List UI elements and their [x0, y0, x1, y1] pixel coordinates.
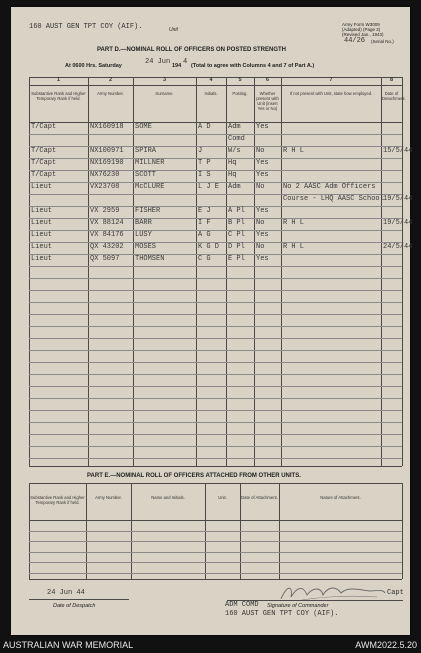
row-rule [29, 314, 402, 315]
archive-caption-bar [0, 637, 421, 653]
table-rule [29, 122, 402, 123]
part-e-title: PART E.—NOMINAL ROLL OF OFFICERS ATTACHED FROM OTHER UNITS. [87, 473, 301, 479]
table-cell-posting: E Pl [228, 255, 245, 263]
table-cell-surname: SOME [135, 123, 152, 131]
column-number: 2 [108, 77, 113, 83]
table-cell-number: NX169190 [90, 159, 124, 167]
column-rule [254, 77, 255, 466]
column-header: Nature of Attachment. [320, 495, 361, 500]
commander-line1: ADM COMD [225, 601, 259, 609]
table-cell-initials: C G [198, 255, 211, 263]
table-cell-whether: No [256, 183, 265, 191]
row-rule [29, 230, 402, 231]
column-header: Date of Attachment. [241, 495, 278, 500]
column-number: 6 [265, 77, 270, 83]
table-cell-number: NX160918 [90, 123, 124, 131]
table-rule [29, 85, 402, 86]
row-rule [29, 562, 402, 563]
table-cell-number: VX 84176 [90, 231, 124, 239]
row-rule [29, 386, 402, 387]
table-cell-initials: A D [198, 123, 211, 131]
table-cell-whether: Yes [256, 171, 269, 179]
table-cell-number: VX 2959 [90, 207, 120, 215]
table-cell-rank: Lieut [31, 183, 53, 191]
table-cell-employed: Course - LHQ AASC School [283, 195, 384, 203]
table-cell-surname: SCOTT [135, 171, 157, 179]
part-d-time: At 0600 Hrs. Saturday [65, 63, 122, 69]
form-adapted: (Adapted) (Page 2) [342, 27, 381, 32]
unit-label: Unit [169, 27, 178, 33]
table-cell-surname: McCLURE [135, 183, 165, 191]
table-cell-posting: Adm [228, 183, 241, 191]
table-cell-posting: Hq [228, 171, 237, 179]
row-rule [29, 134, 402, 135]
table-cell-initials: T P [198, 159, 211, 167]
table-cell-rank: T/Capt [31, 171, 57, 179]
table-cell-posting: A Pl [228, 207, 245, 215]
table-cell-posting: W/s [228, 147, 241, 155]
row-rule [29, 170, 402, 171]
table-cell-number: NX100971 [90, 147, 124, 155]
column-rule [226, 77, 227, 466]
archive-reference: AWM2022.5.20 [355, 640, 417, 650]
serial-number: 44/26 [344, 37, 366, 45]
column-rule [402, 483, 403, 579]
signature [277, 581, 387, 605]
column-number: 4 [209, 77, 213, 83]
table-cell-whether: No [256, 219, 265, 227]
table-cell-whether: Yes [256, 159, 269, 167]
column-number: 7 [329, 77, 333, 83]
table-cell-date: 19/5/44 [383, 195, 413, 203]
row-rule [29, 146, 402, 147]
part-d-date: 24 Jun [145, 58, 171, 66]
row-rule [29, 158, 402, 159]
table-cell-number: QX 5097 [90, 255, 120, 263]
table-rule [29, 483, 402, 484]
table-cell-number: VX 88124 [90, 219, 124, 227]
table-cell-posting: Comd [228, 135, 245, 143]
unit-name-typed: 160 AUST GEN TPT COY (AIF). [29, 23, 143, 31]
table-cell-initials: I S [198, 171, 211, 179]
row-rule [29, 218, 402, 219]
table-cell-surname: MILLNER [135, 159, 165, 167]
row-rule [29, 422, 402, 423]
table-cell-number: QX 43202 [90, 243, 124, 251]
table-cell-posting: Adm [228, 123, 241, 131]
table-cell-posting: Hq [228, 159, 237, 167]
year-prefix: 194 [172, 63, 182, 69]
column-number: 1 [56, 77, 61, 83]
table-cell-employed: R H L [283, 243, 305, 251]
form-number: Army Form W3009 [342, 22, 380, 27]
table-cell-surname: FISHER [135, 207, 161, 215]
column-rule [88, 77, 89, 466]
table-cell-rank: Lieut [31, 207, 53, 215]
row-rule [29, 266, 402, 267]
table-cell-initials: I F [198, 219, 211, 227]
table-rule [29, 579, 402, 580]
column-header: Army Number. [95, 495, 122, 500]
table-cell-initials: L J E [198, 183, 220, 191]
row-rule [29, 254, 402, 255]
table-cell-posting: C Pl [228, 231, 245, 239]
row-rule [29, 434, 402, 435]
row-rule [29, 326, 402, 327]
table-cell-initials: E J [198, 207, 211, 215]
column-header: Name and Initials. [151, 495, 185, 500]
table-cell-employed: No 2 AASC Adm Officers [283, 183, 376, 191]
table-cell-rank: Lieut [31, 231, 53, 239]
row-rule [29, 531, 402, 532]
table-cell-surname: THOMSEN [135, 255, 165, 263]
table-cell-rank: Lieut [31, 255, 53, 263]
column-header: Whether present with Unit (insert Yes or No) [256, 91, 279, 111]
column-number: 3 [162, 77, 167, 83]
archive-name: AUSTRALIAN WAR MEMORIAL [3, 640, 134, 650]
commander-line2: 160 AUST GEN TPT COY (AIF). [225, 610, 339, 618]
column-header: Initials. [204, 91, 218, 96]
column-header: Date of Detachment. [382, 91, 406, 101]
table-cell-employed: R H L [283, 147, 305, 155]
row-rule [29, 362, 402, 363]
row-rule [29, 338, 402, 339]
table-cell-surname: BARR [135, 219, 152, 227]
table-cell-rank: Lieut [31, 219, 53, 227]
table-cell-rank: Lieut [31, 243, 53, 251]
table-cell-whether: Yes [256, 123, 269, 131]
table-cell-initials: A G [198, 231, 211, 239]
row-rule [29, 541, 402, 542]
table-cell-whether: No [256, 147, 265, 155]
row-rule [29, 290, 402, 291]
table-cell-initials: J [198, 147, 203, 155]
table-cell-number: VX23708 [90, 183, 120, 191]
table-cell-date: 15/5/44 [383, 147, 413, 155]
year-digit: 4 [183, 58, 188, 66]
table-cell-posting: B Pl [228, 219, 245, 227]
table-cell-whether: Yes [256, 207, 269, 215]
table-cell-rank: T/Capt [31, 147, 57, 155]
table-cell-posting: D Pl [228, 243, 245, 251]
form-revised: (Revised Jan., 1943) [342, 32, 384, 37]
table-cell-date: 19/5/44 [383, 219, 413, 227]
column-header: Substantive Rank and Higher Temporary Rank if held. [30, 495, 85, 505]
column-header: Unit. [218, 495, 227, 500]
document-page [11, 7, 413, 635]
row-rule [29, 410, 402, 411]
column-rule [196, 77, 197, 466]
column-rule [402, 77, 403, 466]
table-cell-date: 24/5/44 [383, 243, 413, 251]
commander-rank: Capt [387, 589, 404, 597]
despatch-line [29, 599, 129, 600]
column-header: Army Number. [97, 91, 124, 96]
column-header: If not present with Unit, state how employed. [289, 91, 373, 96]
column-number: 8 [389, 77, 394, 83]
column-number: 5 [238, 77, 242, 83]
row-rule [29, 374, 402, 375]
row-rule [29, 573, 402, 574]
table-rule [29, 520, 402, 521]
row-rule [29, 302, 402, 303]
serial-label: (Serial No.) [371, 39, 394, 44]
table-cell-whether: No [256, 243, 265, 251]
part-d-note: (Total to agree with Columns 4 and 7 of Part A.) [191, 63, 315, 69]
row-rule [29, 350, 402, 351]
column-rule [381, 77, 382, 466]
column-rule [281, 77, 282, 466]
table-cell-number: NX76230 [90, 171, 120, 179]
table-cell-whether: Yes [256, 255, 269, 263]
table-cell-surname: SPIRA [135, 147, 157, 155]
table-cell-rank: T/Capt [31, 123, 57, 131]
row-rule [29, 398, 402, 399]
part-d-title: PART D.—NOMINAL ROLL OF OFFICERS ON POSTED STRENGTH [97, 47, 287, 53]
column-rule [29, 77, 30, 466]
table-cell-whether: Yes [256, 231, 269, 239]
column-rule [133, 77, 134, 466]
column-header: Substantive Rank and Higher Temporary Rank if held. [31, 91, 86, 101]
table-cell-initials: K G D [198, 243, 220, 251]
table-cell-rank: T/Capt [31, 159, 57, 167]
row-rule [29, 458, 402, 459]
table-rule [29, 466, 402, 467]
row-rule [29, 446, 402, 447]
column-header: Posting. [232, 91, 248, 96]
row-rule [29, 278, 402, 279]
signature-label: Signature of Commander [267, 603, 329, 609]
despatch-date: 24 Jun 44 [47, 589, 85, 597]
row-rule [29, 552, 402, 553]
table-cell-surname: MOSES [135, 243, 157, 251]
row-rule [29, 206, 402, 207]
table-cell-employed: R H L [283, 219, 305, 227]
column-header: Surname. [155, 91, 174, 96]
table-cell-surname: LUSY [135, 231, 152, 239]
despatch-label: Date of Despatch [53, 603, 96, 609]
